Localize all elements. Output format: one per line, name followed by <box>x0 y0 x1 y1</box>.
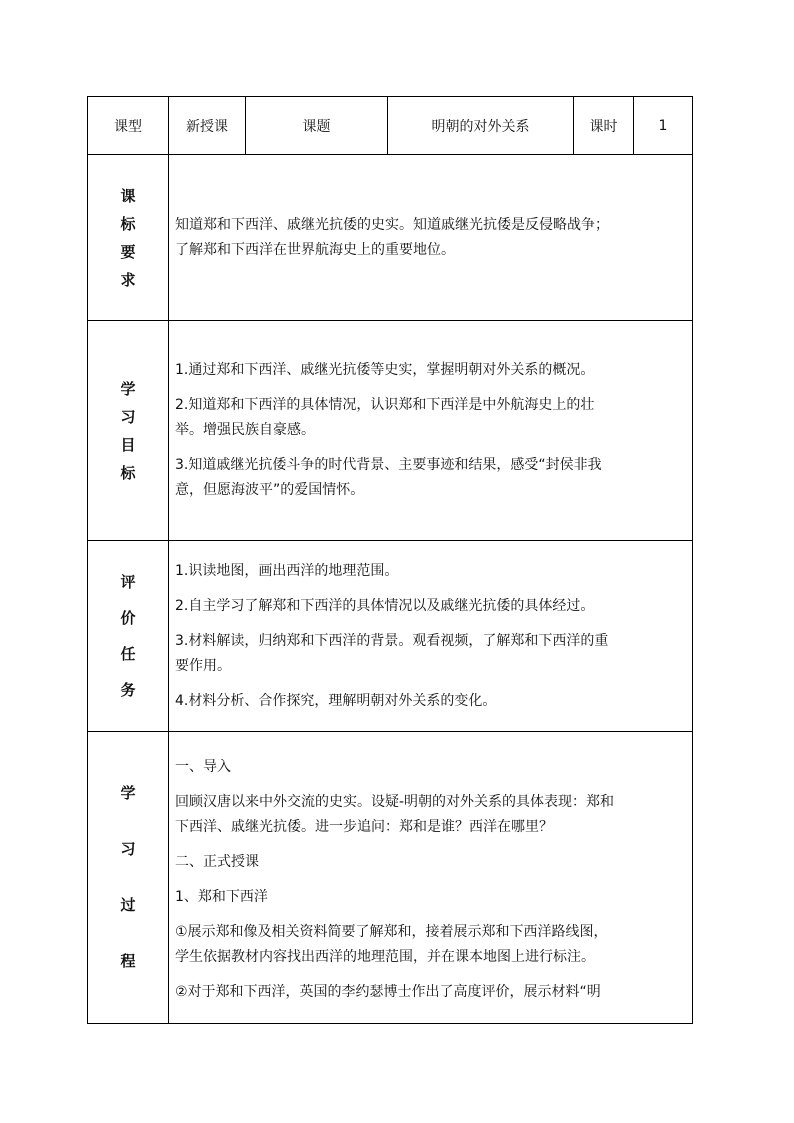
heading-char: 学 <box>120 784 136 802</box>
heading-char: 标 <box>120 463 136 482</box>
heading-char: 过 <box>120 896 136 914</box>
heading-char: 课 <box>120 186 136 205</box>
heading-char: 要 <box>120 242 136 261</box>
heading-char: 评 <box>120 573 136 591</box>
label-lesson-title: 课题 <box>246 97 388 155</box>
heading-char: 标 <box>120 214 136 233</box>
text-line: ②对于郑和下西洋，英国的李约瑟博士作出了高度评价，展示材料“明 <box>175 983 601 1000</box>
text-line: ①展示郑和像及相关资料简要了解郑和，接着展示郑和下西洋路线图， <box>175 923 608 940</box>
value-lesson-type: 新授课 <box>169 97 246 155</box>
section-heading: 一、导入 <box>175 758 231 775</box>
section-heading: 二、正式授课 <box>175 853 259 870</box>
tasks-row <box>88 541 693 732</box>
text-line: 了解郑和下西洋在世界航海史上的重要地位。 <box>175 241 455 258</box>
standards-content <box>169 155 693 321</box>
value-lesson-hours: 1 <box>634 97 693 155</box>
text-line: 回顾汉唐以来中外交流的史实。设疑-明朝的对外关系的具体表现：郑和 <box>175 793 615 810</box>
text-line: 2.自主学习了解郑和下西洋的具体情况以及戚继光抗倭的具体经过。 <box>175 597 595 614</box>
text-line: 学生依据教材内容找出西洋的地理范围，并在课本地图上进行标注。 <box>175 948 595 965</box>
objectives-heading <box>88 321 169 541</box>
value-lesson-title: 明朝的对外关系 <box>388 97 574 155</box>
text-line: 3.材料解读，归纳郑和下西洋的背景。观看视频，了解郑和下西洋的重 <box>175 632 609 649</box>
process-heading <box>88 732 169 1024</box>
text-line: 2.知道郑和下西洋的具体情况，认识郑和下西洋是中外航海史上的壮 <box>175 397 595 413</box>
subsection-heading: 1、郑和下西洋 <box>175 888 268 905</box>
objectives-row <box>88 321 693 541</box>
heading-char: 学 <box>120 379 136 398</box>
objectives-content <box>169 321 693 541</box>
heading-char: 目 <box>120 435 136 454</box>
heading-char: 求 <box>120 270 136 289</box>
heading-char: 任 <box>120 645 136 663</box>
text-line: 4.材料分析、合作探究，理解明朝对外关系的变化。 <box>175 692 497 709</box>
text-line: 1.通过郑和下西洋、戚继光抗倭等史实，掌握明朝对外关系的概况。 <box>175 362 595 378</box>
text-line: 要作用。 <box>175 657 231 674</box>
heading-char: 价 <box>120 609 136 627</box>
label-lesson-hours: 课时 <box>574 97 634 155</box>
tasks-heading <box>88 541 169 732</box>
process-row <box>88 732 693 1024</box>
text-line: 下西洋、戚继光抗倭。进一步追问：郑和是谁？西洋在哪里？ <box>175 818 553 835</box>
heading-char: 程 <box>120 952 136 970</box>
heading-char: 务 <box>120 681 136 699</box>
text-line: 3.知道戚继光抗倭斗争的时代背景、主要事迹和结果，感受“封侯非我 <box>175 457 602 473</box>
standards-row <box>88 155 693 321</box>
label-lesson-type: 课型 <box>88 97 169 155</box>
process-content <box>169 732 693 1024</box>
heading-char: 习 <box>120 407 136 426</box>
heading-char: 习 <box>120 840 136 858</box>
standards-heading <box>88 155 169 321</box>
text-line: 意，但愿海波平”的爱国情怀。 <box>175 482 365 498</box>
text-line: 1.识读地图，画出西洋的地理范围。 <box>175 562 399 579</box>
header-row <box>88 97 693 155</box>
lesson-plan-table <box>87 96 693 1024</box>
text-line: 知道郑和下西洋、戚继光抗倭的史实。知道戚继光抗倭是反侵略战争； <box>175 216 609 233</box>
tasks-content <box>169 541 693 732</box>
text-line: 举。增强民族自豪感。 <box>175 422 315 438</box>
